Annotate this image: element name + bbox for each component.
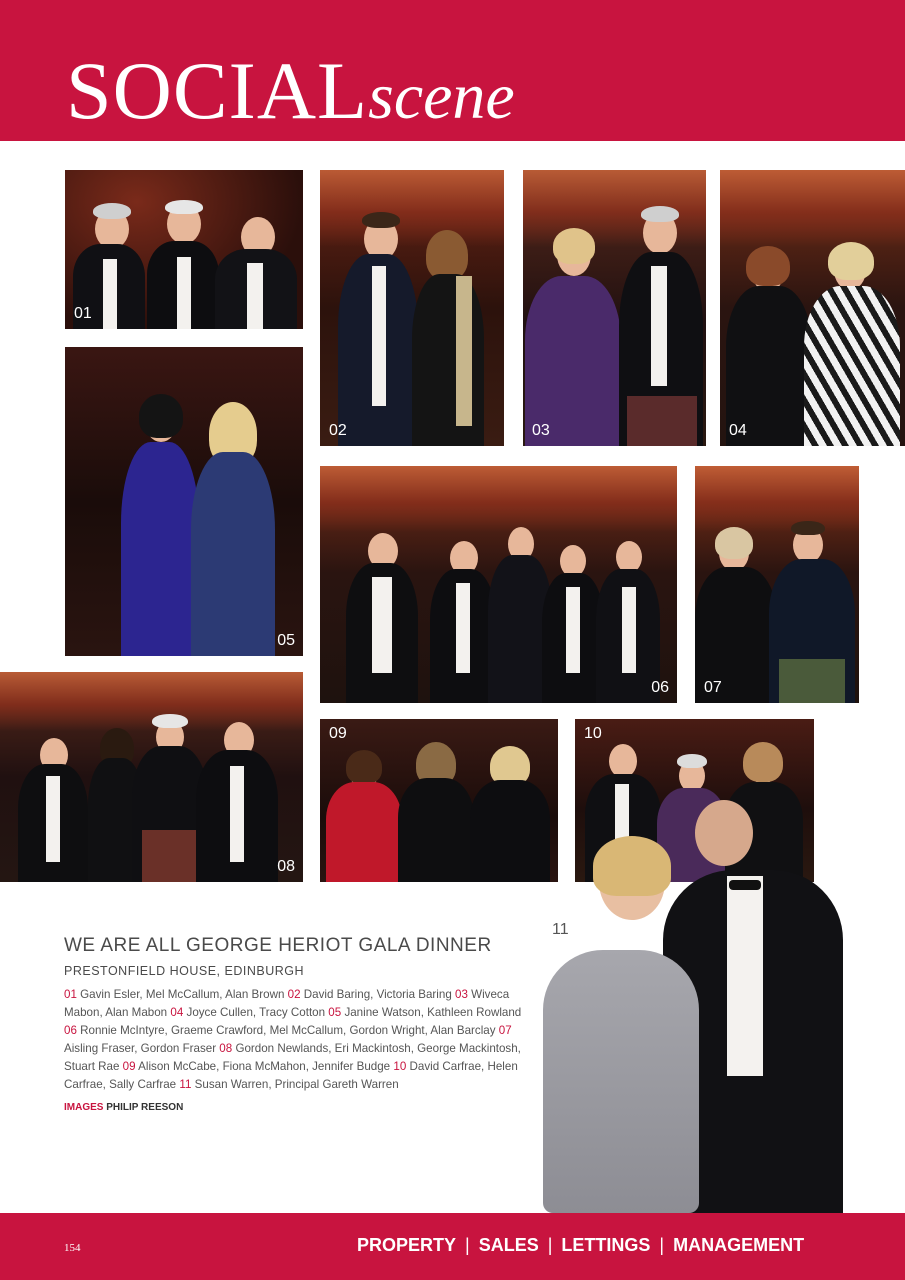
- photo-01[interactable]: [65, 170, 303, 329]
- photo-07[interactable]: [695, 466, 859, 703]
- caption-names: Janine Watson, Kathleen Rowland: [344, 1006, 522, 1019]
- caption-number: 05: [328, 1006, 342, 1019]
- photo-number: 05: [277, 632, 295, 649]
- photo-captions: [64, 986, 534, 1094]
- tagline-lettings: LETTINGS: [561, 1235, 651, 1255]
- photo-number: 10: [584, 725, 602, 742]
- caption-names: David Carfrae, Helen Carfrae, Sally Carfrae: [64, 1060, 518, 1091]
- tagline-management: MANAGEMENT: [673, 1235, 805, 1255]
- photo-number-11: 11: [552, 921, 569, 938]
- caption-number: 01: [64, 988, 77, 1001]
- photo-number: 01: [74, 305, 92, 322]
- caption-number: 06: [64, 1024, 77, 1037]
- caption-number: 08: [219, 1042, 233, 1055]
- photo-number: 08: [277, 858, 295, 875]
- caption-names: Susan Warren, Principal Gareth Warren: [194, 1078, 399, 1091]
- event-venue: PRESTONFIELD HOUSE, EDINBURGH: [64, 964, 305, 978]
- credit-name: PHILIP REESON: [106, 1102, 184, 1113]
- photo-03[interactable]: [523, 170, 706, 446]
- caption-names: Gordon Newlands, Eri Mackintosh, George Mackintosh, Stuart Rae: [64, 1042, 521, 1073]
- photo-number: 06: [651, 679, 669, 696]
- credit-label: IMAGES: [64, 1102, 104, 1113]
- caption-names: Aisling Fraser, Gordon Fraser: [64, 1042, 217, 1055]
- photo-02[interactable]: [320, 170, 504, 446]
- caption-number: 03: [455, 988, 468, 1001]
- caption-number: 10: [393, 1060, 407, 1073]
- section-title-script: scene: [368, 60, 515, 133]
- footer-bar: [0, 1213, 905, 1280]
- photo-number: 03: [532, 422, 550, 439]
- caption-names: Ronnie McIntyre, Graeme Crawford, Mel McCallum, Gordon Wright, Alan Barclay: [80, 1024, 496, 1037]
- photo-number: 09: [329, 725, 347, 742]
- article-caption: [64, 935, 534, 1113]
- photo-06[interactable]: [320, 466, 677, 703]
- caption-names: Wiveca Mabon, Alan Mabon: [64, 988, 510, 1019]
- caption-names: Gavin Esler, Mel McCallum, Alan Brown: [80, 988, 285, 1001]
- caption-number: 04: [170, 1006, 184, 1019]
- event-title: WE ARE ALL GEORGE HERIOT GALA DINNER: [64, 935, 492, 956]
- caption-names: Alison McCabe, Fiona McMahon, Jennifer Budge: [138, 1060, 391, 1073]
- caption-names: David Baring, Victoria Baring: [303, 988, 452, 1001]
- caption-number: 02: [287, 988, 301, 1001]
- tagline-sales: SALES: [478, 1235, 539, 1255]
- photo-11[interactable]: [543, 800, 843, 1213]
- photo-09[interactable]: [320, 719, 558, 882]
- tagline-separator: |: [547, 1235, 553, 1255]
- caption-names: Joyce Cullen, Tracy Cotton: [186, 1006, 326, 1019]
- section-title-main: SOCIAL: [66, 45, 369, 136]
- photo-number: 02: [329, 422, 347, 439]
- photo-number: 07: [704, 679, 722, 696]
- caption-number: 09: [122, 1060, 136, 1073]
- tagline-separator: |: [465, 1235, 470, 1255]
- tagline-property: PROPERTY: [357, 1235, 457, 1255]
- photo-08[interactable]: [0, 672, 303, 882]
- masthead-banner: [0, 0, 905, 141]
- page-number: 154: [64, 1242, 81, 1254]
- tagline-separator: |: [659, 1235, 665, 1255]
- footer-tagline: [357, 1235, 804, 1256]
- section-title: [66, 45, 515, 136]
- photo-05[interactable]: [65, 347, 303, 656]
- caption-number: 11: [179, 1078, 192, 1091]
- photo-04[interactable]: [720, 170, 905, 446]
- caption-number: 07: [498, 1024, 512, 1037]
- photo-credit: [64, 1102, 534, 1113]
- photo-number: 04: [729, 422, 747, 439]
